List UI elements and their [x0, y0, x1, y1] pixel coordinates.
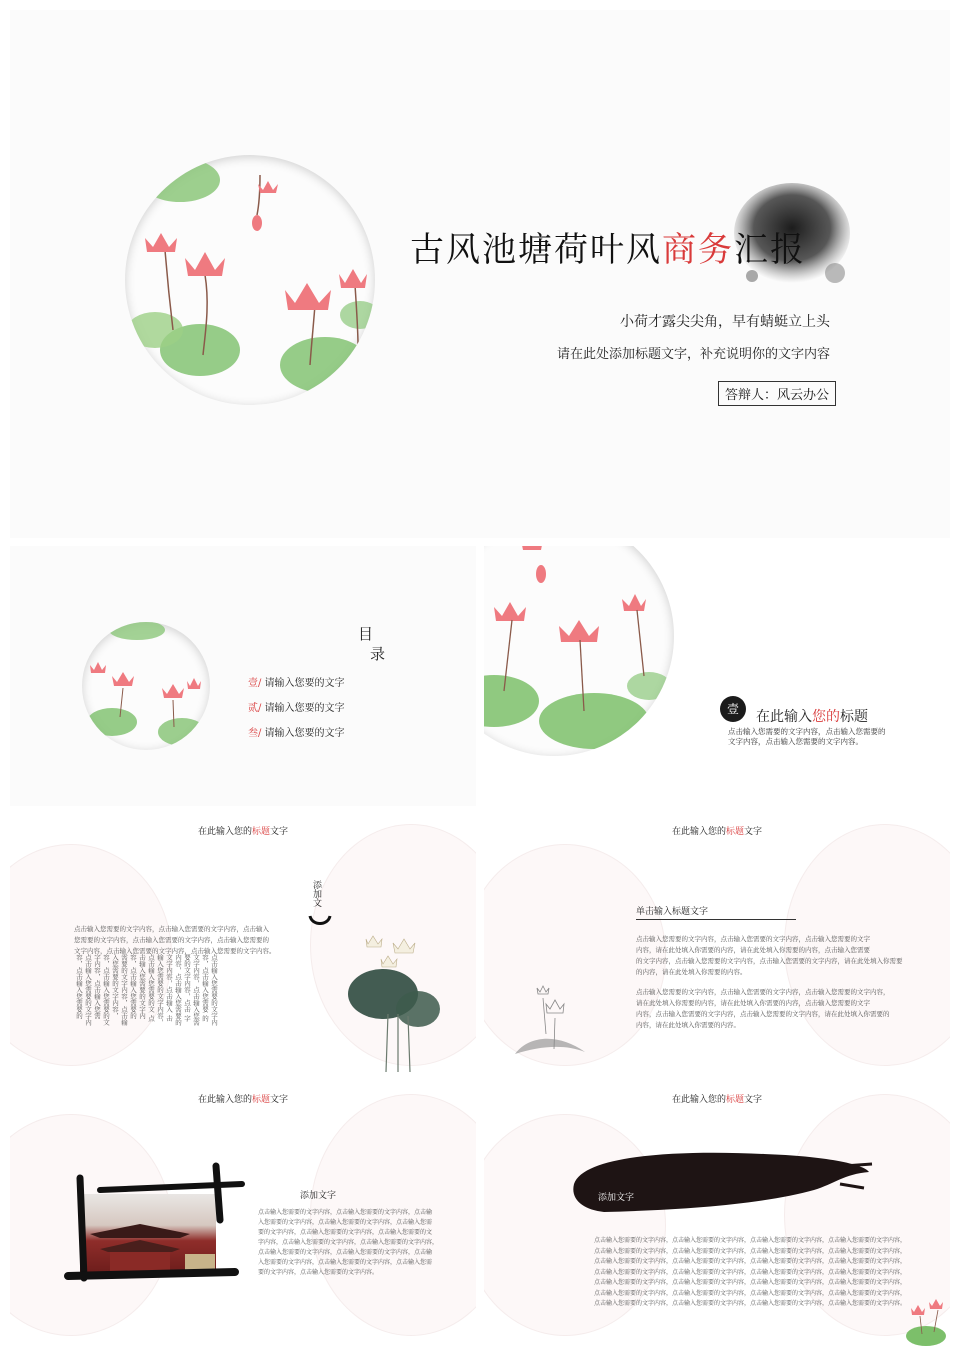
- vertical-columns: [74, 954, 218, 1026]
- presenter-box: 答辩人：风云办公: [718, 381, 836, 406]
- header-accent: 标题: [725, 1095, 744, 1105]
- header-pre: 在此输入您的: [671, 1095, 726, 1105]
- slide5-heading: 单击输入标题文字: [636, 904, 796, 920]
- section-title: [756, 706, 868, 726]
- vertical-label: 添加文: [311, 880, 321, 907]
- toc-item-text: 请输入您要的文字: [264, 678, 345, 689]
- header-end: 文字: [744, 827, 763, 837]
- para-line: 的内容，请在此处填入你需要的内容。: [636, 968, 747, 976]
- toc-item[interactable]: [248, 699, 345, 714]
- text-line: 要的文字内容，点击输入您需要的文字内容。: [258, 1269, 379, 1276]
- toc-list: [248, 674, 345, 739]
- section-title-end: 标题: [840, 709, 868, 725]
- toc-item-text: 请输入您要的文字: [264, 728, 345, 739]
- lotus-ink-painting-icon: [338, 924, 448, 1074]
- column-text: 击输入您需要的文字内容，点击输入您需要的文: [147, 954, 173, 1026]
- column-text: 字内容，点击输入您需要的文字内容，点击输入: [165, 954, 191, 1026]
- text-line: 字内容，点击输入您需要的文字内容，点击输入您需要的文字内容，: [258, 1239, 439, 1246]
- section-badge: [720, 696, 746, 722]
- header-end: 文字: [270, 827, 289, 837]
- text-line: 入您需要的文字内容，点击输入您需要的文字内容，点击输入您需: [258, 1259, 433, 1266]
- brush-stroke-icon: [564, 1144, 874, 1224]
- intro-line: 点击输入您需要的文字内容，点击输入您需要的文字内容，点击输入: [74, 925, 269, 933]
- section-slide: [484, 546, 950, 806]
- header-pre: 在此输入您的: [197, 827, 252, 837]
- slide-header: [484, 1092, 950, 1105]
- column-text: 点击输入您需要的文字内容，点击输入您需要的: [75, 954, 92, 1026]
- section-lotus-circle: [484, 546, 674, 756]
- para-line: 内容，请在此处填入你需要的内容。: [636, 1021, 740, 1029]
- para-line: 请在此处填入你需要的内容，请在此处填入你需要的内容，点击输入您需要的文字: [636, 999, 870, 1007]
- subtitle: 小荷才露尖尖角，早有蜻蜓立上头: [620, 314, 830, 330]
- title-main: 古风池塘荷叶风: [410, 230, 662, 270]
- para-line: 点击输入您需要的文字内容，点击输入您需要的文字内容，点击输入您需要的文字: [636, 935, 870, 943]
- slide6-text: [258, 1208, 438, 1278]
- text-line: 点击输入您需要的文字内容，点击输入您需要的文字内容，点击输入您需要的文字内容，点击输入您需要的文字内容，: [594, 1237, 907, 1244]
- content-slide-5: [484, 814, 950, 1076]
- toc-item-num: 贰/: [248, 703, 262, 714]
- toc-item[interactable]: [248, 674, 345, 689]
- header-accent: 标题: [725, 827, 744, 837]
- brush-curl-icon: [308, 912, 332, 928]
- column-text: 需要的文字内容，点击输入您需要的文字内容，: [111, 954, 128, 1026]
- slide-header: [10, 1092, 476, 1105]
- text-line: 点击输入您需要的文字内容，点击输入您需要的文字内容，点击输入您需要的文字内容，点击输入您需要的文字内容，: [594, 1247, 907, 1255]
- slide6-label: 添加文字: [300, 1191, 337, 1201]
- header-accent: 标题: [251, 827, 270, 837]
- section-body-line: 点击输入您需要的文字内容，点击输入您需要的: [728, 727, 886, 736]
- text-line: 要的文字内容，点击输入您需要的文字内容，点击输入您需要的文: [258, 1229, 433, 1236]
- header-pre: 在此输入您的: [197, 1095, 252, 1105]
- header-accent: 标题: [251, 1095, 270, 1105]
- text-line: 点击输入您需要的文字内容，点击输入您需要的文字内容，点击输: [258, 1209, 433, 1216]
- title-slide: [10, 10, 950, 538]
- intro-text: [74, 924, 276, 957]
- text-line: 点击输入您需要的文字内容，点击输入您需要的文字内容，点击输: [258, 1249, 433, 1256]
- section-title-pre: 在此输入: [756, 709, 812, 725]
- column-text: 点击输入您需要的文字内容，点击输入您需要的: [129, 954, 155, 1022]
- text-line: 点击输入您需要的文字内容，点击输入您需要的文字内容，点击输入您需要的文字内容，点击输入您需要的文字内容。: [594, 1300, 907, 1307]
- content-slide-4: [10, 814, 476, 1076]
- toc-item-text: 请输入您要的文字: [264, 703, 345, 714]
- slide5-para2: [636, 987, 890, 1031]
- slide-header: [484, 824, 950, 837]
- toc-title-line1: 目: [358, 625, 374, 643]
- text-line: 点击输入您需要的文字内容，点击输入您需要的文字内容，点击输入您需要的文字内容，点击输入您需要的文字内容，: [594, 1258, 907, 1265]
- column-text: 的文字内容，点击输入您需要的文字内容，点击: [183, 954, 209, 1026]
- column-text: 容，点击输入您需要的文字内容，点击输入您需: [93, 954, 110, 1026]
- title-text: [410, 222, 806, 271]
- toc-lotus-circle: [82, 622, 210, 750]
- section-body: [728, 727, 886, 747]
- brush-frame-icon: [60, 1160, 250, 1290]
- lotus-sketch-icon: [510, 974, 590, 1064]
- intro-line: 文字内容，点击输入您需要的文字内容，点击输入您需要的文字内容。: [74, 947, 276, 955]
- lotus-circle-frame: [125, 155, 375, 405]
- slide5-para1: [636, 934, 903, 978]
- header-end: 文字: [744, 1095, 763, 1105]
- header-pre: 在此输入您的: [671, 827, 726, 837]
- title-end: 汇报: [734, 230, 806, 270]
- lotus-illustration-icon: [484, 546, 674, 756]
- toc-item[interactable]: [248, 724, 345, 739]
- slide7-label: 添加文字: [598, 1193, 635, 1203]
- slide-header: [10, 824, 476, 837]
- text-line: 点击输入您需要的文字内容，点击输入您需要的文字内容，点击输入您需要的文字内容，点击输入您需要的文字内容，: [594, 1279, 907, 1286]
- content-slide-7: [484, 1084, 950, 1346]
- toc-item-num: 叁/: [248, 728, 262, 739]
- section-title-accent: 您的: [812, 709, 840, 725]
- section-body-line: 文字内容，点击输入您需要的文字内容。: [728, 737, 863, 746]
- lotus-corner-icon: [904, 1290, 950, 1346]
- section-badge-text: 壹: [726, 702, 739, 716]
- content-slide-6: [10, 1084, 476, 1346]
- para-line: 内容，请在此处填入你需要的内容，请在此处填入你需要的内容，点击输入您需要: [636, 946, 870, 954]
- title-accent: 商务: [662, 230, 734, 270]
- intro-line: 您需要的文字内容，点击输入您需要的文字内容，点击输入您需要的: [74, 936, 269, 944]
- toc-item-num: 壹/: [248, 678, 262, 689]
- column-text: 点击输入您需要的文字内容，点击输入您需要: [201, 954, 218, 1026]
- toc-slide: [10, 546, 476, 806]
- toc-title: [358, 624, 385, 664]
- text-line: 点击输入您需要的文字内容，点击输入您需要的文字内容，点击输入您需要的文字内容，点击输入您需要的文字内容，: [594, 1268, 907, 1276]
- header-end: 文字: [270, 1095, 289, 1105]
- lotus-illustration-icon: [82, 622, 210, 750]
- text-line: 点击输入您需要的文字内容，点击输入您需要的文字内容，点击输入您需要的文字内容，点击输入您需要的文字内容，: [594, 1289, 907, 1297]
- text-line: 入您需要的文字内容，点击输入您需要的文字内容，点击输入您需: [258, 1219, 433, 1226]
- para-line: 的文字内容，点击输入您需要的文字内容，点击输入您需要的文字内容，请在此处填入你需要: [636, 957, 903, 965]
- description: 请在此处添加标题文字，补充说明你的文字内容: [556, 347, 830, 362]
- toc-title-line2: 录: [370, 645, 386, 663]
- para-line: 内容，点击输入您需要的文字内容，点击输入您需要的文字内容，请在此处填入你需要的: [636, 1010, 890, 1018]
- slide7-text: [594, 1236, 906, 1310]
- lotus-illustration-icon: [125, 155, 375, 405]
- para-line: 点击输入您需要的文字内容，点击输入您需要的文字内容，点击输入您需要的文字内容，: [636, 988, 890, 996]
